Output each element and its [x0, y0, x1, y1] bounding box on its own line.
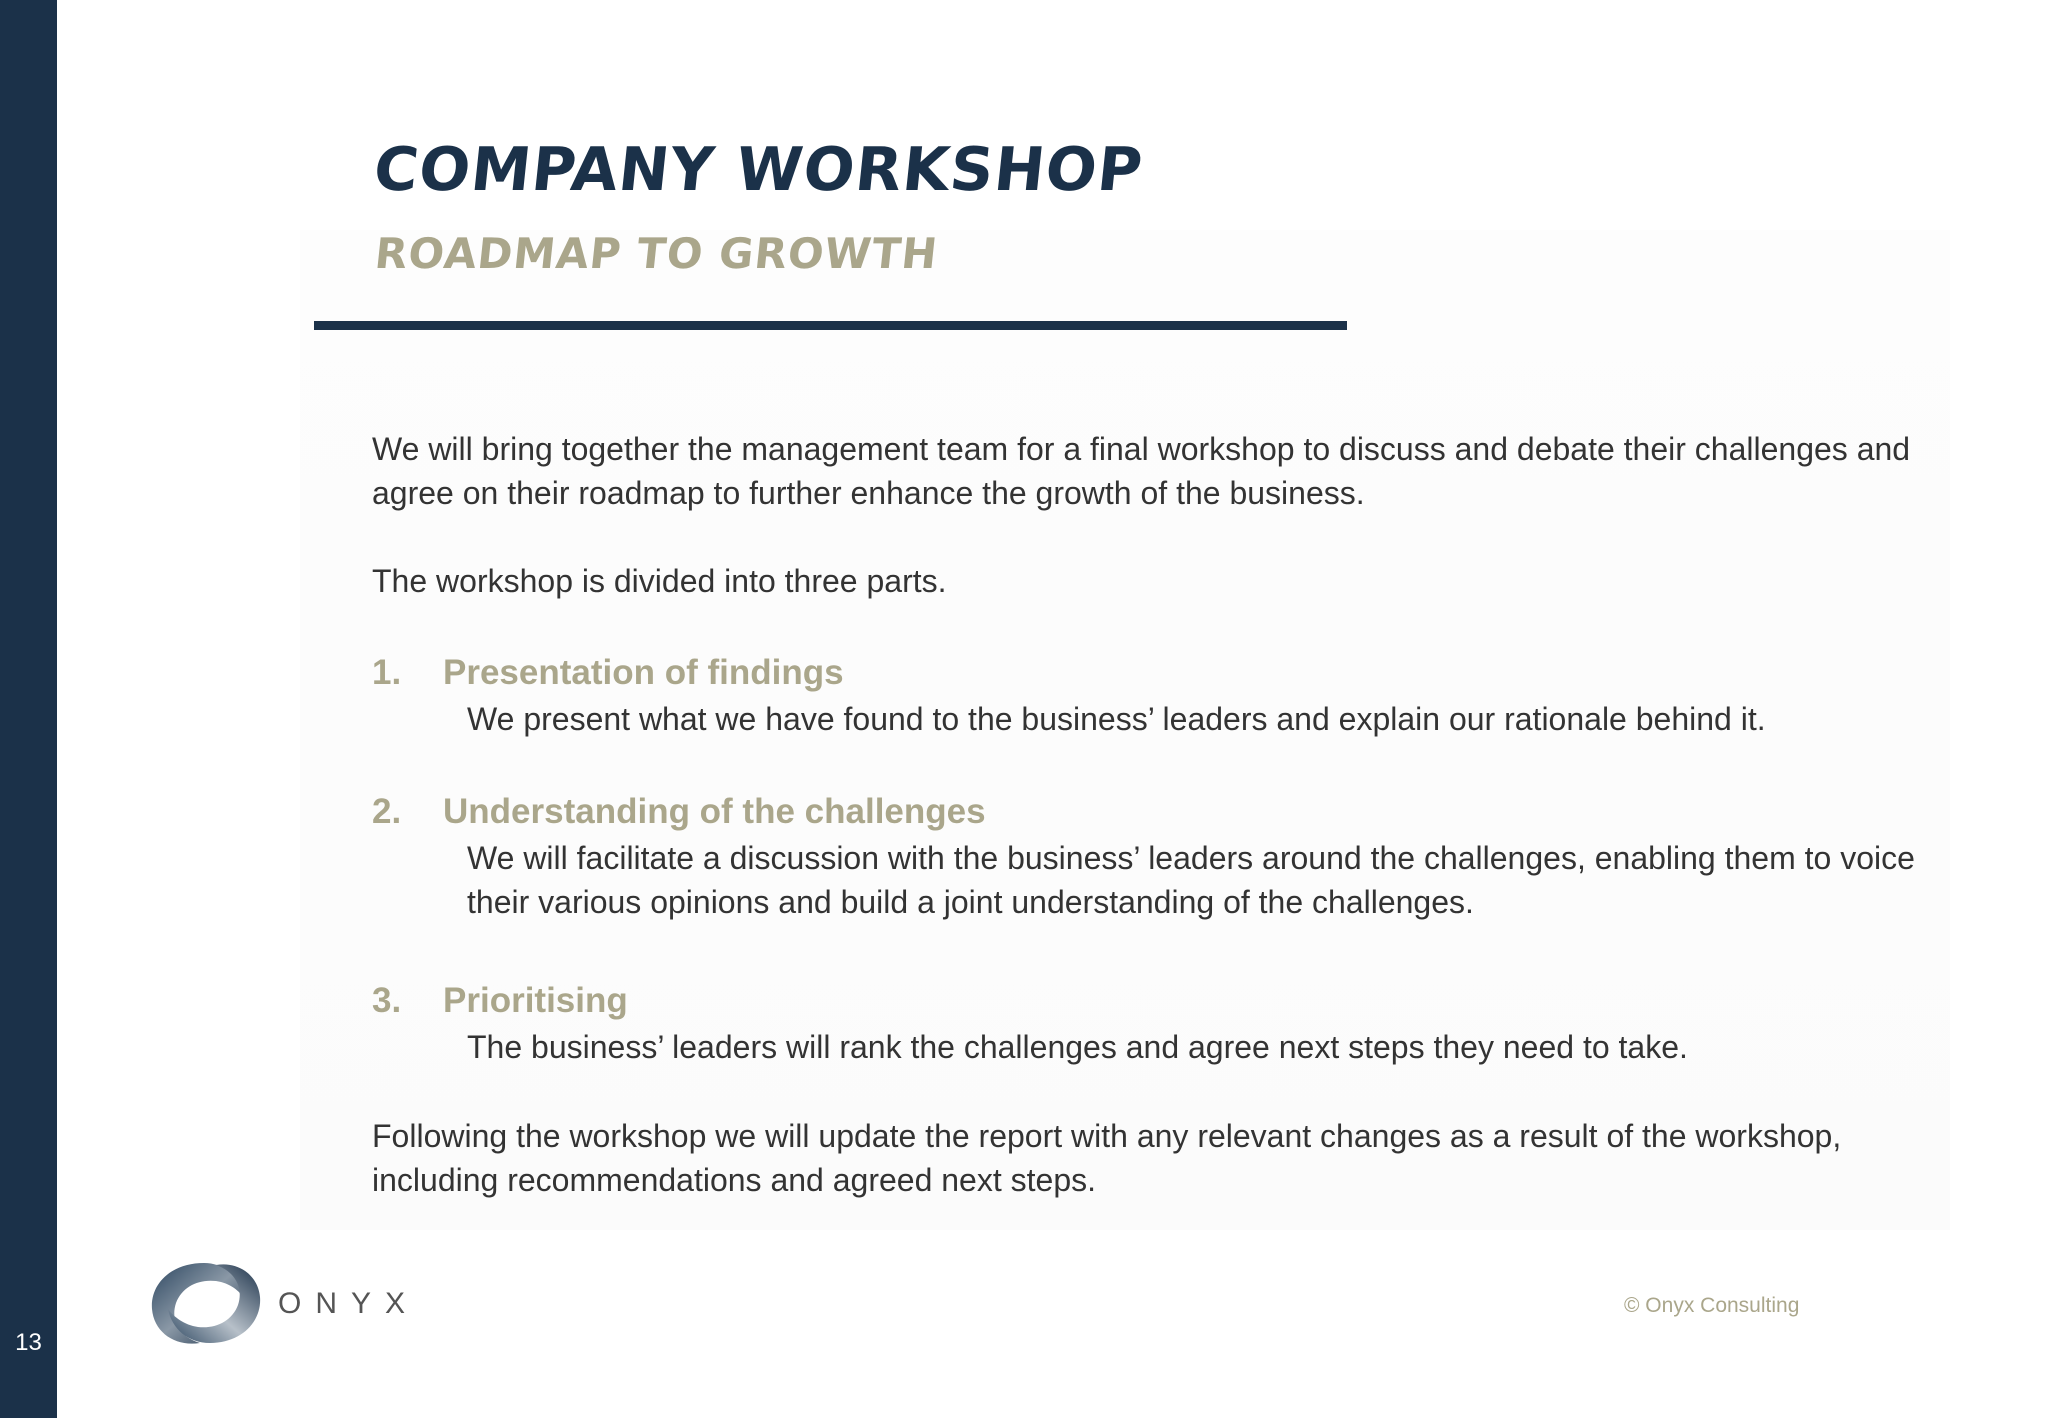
list-item-1 [372, 649, 1932, 741]
list-item-title: Prioritising [443, 981, 628, 1020]
page-title: COMPANY WORKSHOP [370, 135, 1147, 205]
list-item-number: 1. [372, 653, 402, 692]
list-item-title: Understanding of the challenges [443, 792, 986, 831]
list-item-description: We present what we have found to the business’ leaders and explain our rationale behind it. [467, 701, 1766, 737]
onyx-logo-icon [146, 1257, 266, 1349]
intro-paragraph: We will bring together the management team for a final workshop to discuss and debate their challenges and agree on their roadmap to further enhance the growth of the business. [372, 431, 1911, 511]
list-item-description: We will facilitate a discussion with the business’ leaders around the challenges, enabling them to voice their various opinions and build a joint understanding of the challenges. [467, 840, 1915, 920]
list-item-heading [372, 788, 1932, 836]
logo-wordmark: ONYX [278, 1287, 420, 1320]
list-item-title: Presentation of findings [443, 653, 844, 692]
page-number: 13 [15, 1329, 42, 1356]
list-item-number: 3. [372, 981, 402, 1020]
closing-paragraph: Following the workshop we will update the report with any relevant changes as a result of the workshop, including recommendations and agreed next steps. [372, 1118, 1842, 1198]
list-item-heading [372, 977, 1932, 1025]
list-item-description: The business’ leaders will rank the challenges and agree next steps they need to take. [467, 1029, 1688, 1065]
copyright-text: © Onyx Consulting [1624, 1294, 1800, 1317]
page-subtitle: ROADMAP TO GROWTH [372, 229, 941, 278]
list-item-3 [372, 977, 1932, 1069]
parts-note: The workshop is divided into three parts. [372, 563, 947, 599]
sidebar-bar [0, 0, 57, 1418]
list-item-2 [372, 788, 1932, 924]
list-item-heading [372, 649, 1932, 697]
title-divider [314, 321, 1347, 330]
list-item-number: 2. [372, 792, 402, 831]
